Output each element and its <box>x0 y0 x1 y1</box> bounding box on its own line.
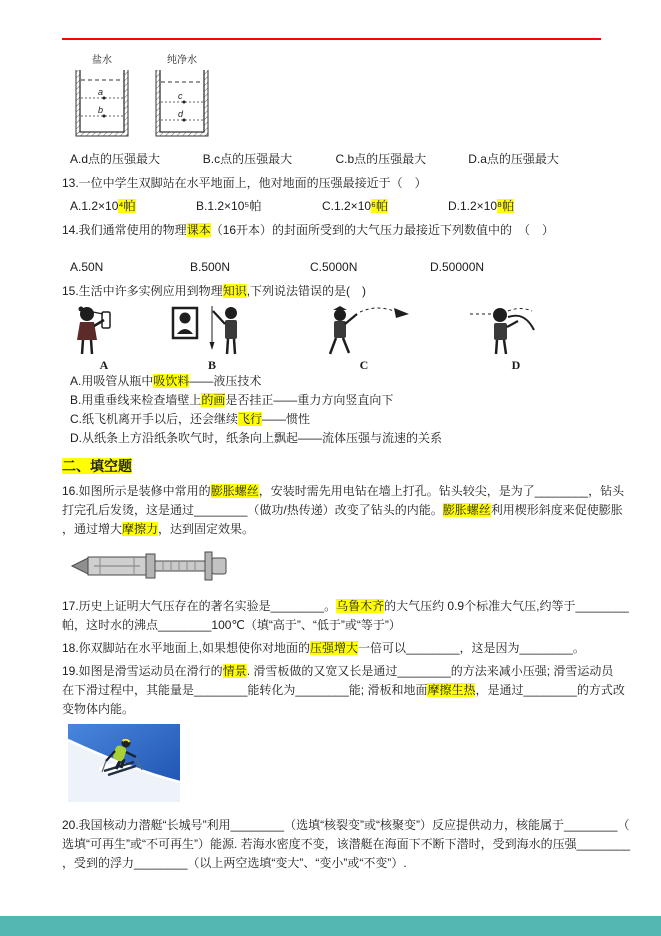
question12-option-a: A.d点的压强最大 <box>70 152 161 166</box>
question17-line-1: 17.历史上证明大气压存在的著名实验是________。乌鲁木齐的大气压约 0.9个标准大气压,约等于________ <box>62 599 629 613</box>
question14-option-a: A.50N <box>70 260 104 274</box>
question16-line-2: 打完孔后发烫，这是通过________（做功/热传递）改变了钻头的内能。膨胀螺丝利用楔形斜度来促使膨胀 <box>62 503 623 517</box>
cartoon-blowing-paper-figure <box>468 304 564 372</box>
question12-option-c: C.b点的压强最大 <box>335 152 427 166</box>
question17-line-2: 帕，这时水的沸点________100℃（填“高于”、“低于”或“等于”） <box>62 618 401 632</box>
beakers-drawing <box>68 52 220 142</box>
figure-label-d: D <box>511 358 521 372</box>
figure-label-a: A <box>99 358 109 372</box>
question15-stem: 15.生活中许多实例应用到物理知识,下列说法错误的是( ) <box>62 284 367 298</box>
expansion-bolt-figure <box>68 544 601 591</box>
question13-option-c: C.1.2×10⁶帕 <box>322 199 388 213</box>
section-2-title <box>62 456 601 477</box>
cartoon-plumb-line-figure <box>168 304 256 372</box>
question19-line-3: 变物体内能。 <box>62 702 135 716</box>
question14-stem: 14.我们通常使用的物理课本（16开本）的封面所受到的大气压力最接近下列数值中的 （ ） <box>62 223 555 237</box>
question15-figures <box>62 304 601 372</box>
question15-option-d: D.从纸条上方沿纸条吹气时，纸条向上飘起——流体压强与流速的关系 <box>70 431 443 445</box>
beakers-figure <box>68 52 601 145</box>
question13-option-b: B.1.2×10⁵帕 <box>196 199 262 213</box>
question12-option-b: B.c点的压强最大 <box>202 152 293 166</box>
question14-options <box>62 258 601 277</box>
skier-image <box>68 724 180 802</box>
expansion-bolt-drawing <box>68 544 233 588</box>
question15-option-b: B.用重垂线来检查墙壁上的画是否挂正——重力方向竖直向下 <box>70 393 394 407</box>
question13-stem: 13.一位中学生双脚站在水平地面上，他对地面的压强最接近于（ ） <box>62 176 427 190</box>
point-c-label: c <box>178 91 183 101</box>
pure-water-beaker <box>156 70 208 136</box>
pure-water-label: 纯净水 <box>167 55 197 66</box>
question13-option-a: A.1.2×10⁴帕 <box>70 199 136 213</box>
question13-option-d: D.1.2×10⁸帕 <box>448 199 515 213</box>
question14-option-d: D.50000N <box>430 260 485 274</box>
paper-plane-drawing <box>316 304 412 356</box>
question14-option-c: C.5000N <box>310 260 358 274</box>
question19-line-2: 在下滑过程中，其能量是________能转化为________能; 滑板和地面摩擦生热，是通过________的方式改 <box>62 683 625 697</box>
cartoon-paper-plane-figure <box>316 304 412 372</box>
plumb-line-drawing <box>168 304 256 356</box>
question20-line-3: ，受到的浮力________（以上两空选填“变大”、“变小”或“不变”）. <box>62 856 407 870</box>
cartoon-drinking-straw-figure <box>68 304 140 372</box>
worksheet-content <box>62 40 631 873</box>
question20-line-1: 20.我国核动力潜艇“长城号”利用________（选填“核裂变”或“核聚变”）反应提供动力，核能属于________（ <box>62 818 630 832</box>
salt-water-label: 盐水 <box>92 55 112 66</box>
question18-line-1: 18.你双脚站在水平地面上,如果想使你对地面的压强增大一倍可以________，这是因为________。 <box>62 641 585 655</box>
question13-options <box>62 197 601 216</box>
question16-line-3: ，通过增大摩擦力，达到固定效果。 <box>62 522 255 536</box>
question12-option-d: D.a点的压强最大 <box>468 152 559 166</box>
point-a-label: a <box>98 87 104 97</box>
figure-label-c: C <box>359 358 369 372</box>
blowing-paper-drawing <box>468 304 564 356</box>
figure-label-b: B <box>207 358 216 372</box>
point-b-label: b <box>98 105 104 115</box>
question12-options <box>62 150 601 169</box>
question15-option-c: C.纸飞机离开手以后，还会继续飞行——惯性 <box>70 412 311 426</box>
point-d-label: d <box>178 109 184 119</box>
question15-option-a: A.用吸管从瓶中吸饮料——液压技术 <box>70 374 262 388</box>
salt-water-beaker <box>76 70 128 136</box>
skier-photo <box>68 724 601 802</box>
question16-line-1: 16.如图所示是装修中常用的膨胀螺丝，安装时需先用电钻在墙上打孔。钻头较尖，是为了________，钻头 <box>62 484 625 498</box>
question20-line-2: 选填“可再生”或“不可再生”）能源. 若海水密度不变，该潜艇在海面下不断下潜时，受到海水的压强________ <box>62 837 631 851</box>
question19-line-1: 19.如图是滑雪运动员在滑行的情景. 滑雪板做的又宽又长是通过________的方法来减小压强; 滑雪运动员 <box>62 664 614 678</box>
question14-option-b: B.500N <box>190 260 231 274</box>
section-2-title-text: 二、填空题 <box>62 458 132 474</box>
page-footer-bar <box>0 916 661 936</box>
drinking-straw-drawing <box>68 304 140 356</box>
